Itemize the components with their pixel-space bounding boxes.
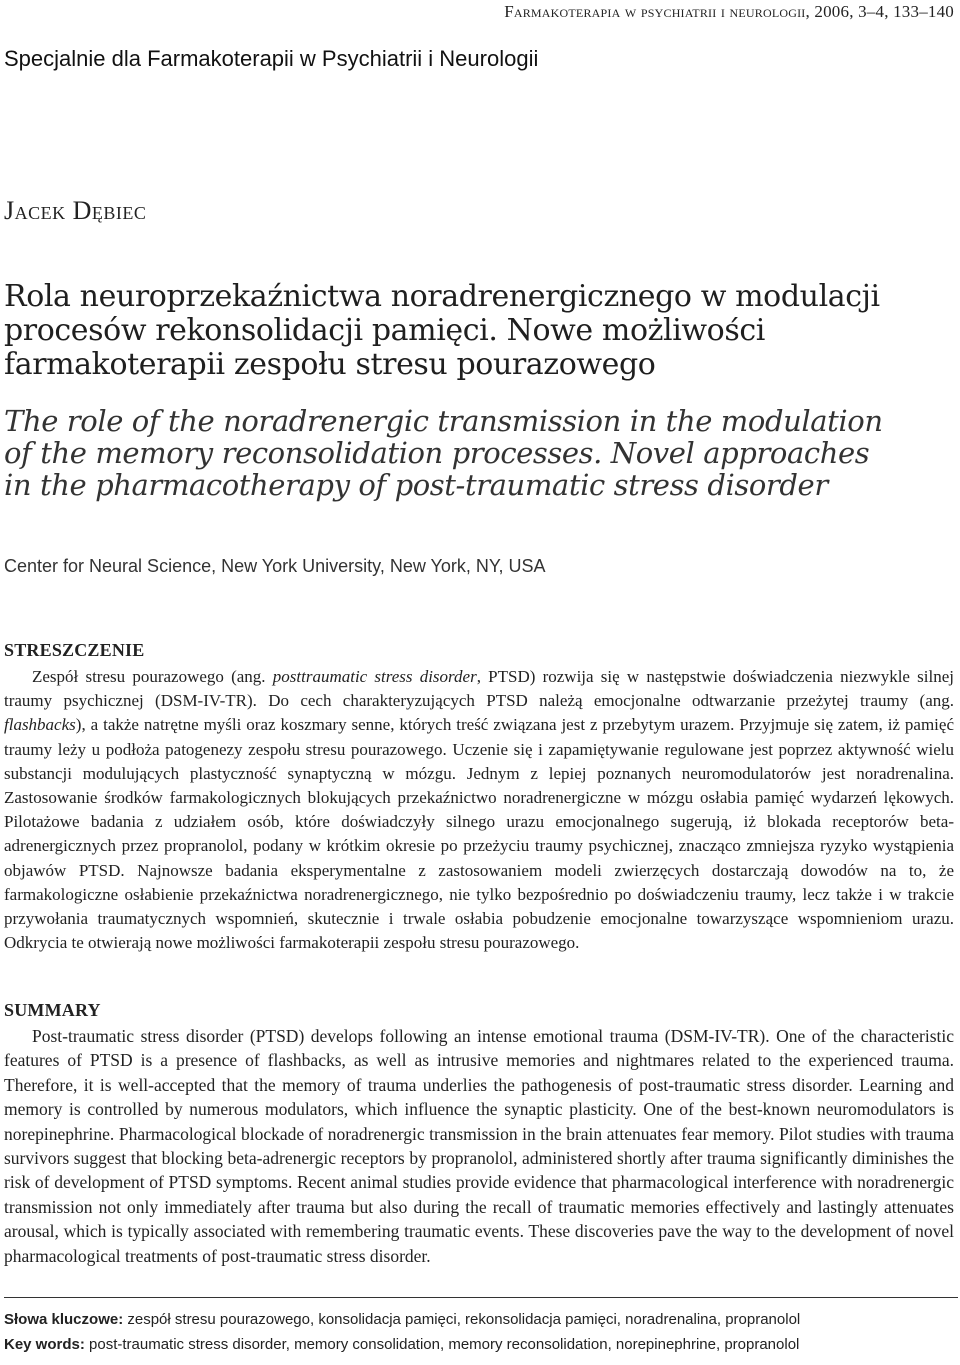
- streszczenie-text-part: ), a także natrętne myśli oraz koszmary senne, których treść związana jest z przebytym urazem. Przyjmuje się zatem, iż pamięć traumy leży u podłoża patogenezy zespołu stresu pourazowego. Uczenie się i zapamiętywanie regulowane jest poprzez aktywność wielu substancji modulujących plastyczność synaptyczną w mózgu. Jednym z lepiej poznanych neuromodulatorów jest noradrenalina. Zastosowanie środków farmakologicznych blokujących przekaźnictwo noradrenergiczne w mózgu osłabia pamięć wydarzeń lękowych. Pilotażowe badania z udziałem osób, które doświadczyły silnego urazu emocjonalnego sugerują, iż blokada receptorów beta-adrenergicznych przez propranolol, podany w krótkim okresie po przeżyciu traumy psychicznej, znacząco zmniejsza ryzyko wystąpienia objawów PTSD. Najnowsze badania eksperymentalne z zastosowaniem modeli zwierzęcych dostarczają dowodów na to, że farmakologiczne osłabienie przekaźnictwa noradrenergicznego, nie tylko bezpośrednio po doświadczeniu traumy, lecz także i w trakcie przywołania traumatycznych wspomnień, skutecznie i trwale osłabia pobudzenie emocjonalne towarzyszące wspomnieniom urazu. Odkrycia te otwierają nowe możliwości farmakoterapii zespołu stresu pourazowego.: [4, 715, 954, 953]
- keywords-english-value: post-traumatic stress disorder, memory consolidation, memory reconsolidation, norepinephrine, propranolol: [84, 1336, 800, 1353]
- special-issue-label: Specjalnie dla Farmakoterapii w Psychiatrii i Neurologii: [4, 46, 539, 71]
- streszczenie-heading: STRESZCZENIE: [4, 640, 145, 660]
- title-english-line: in the pharmacotherapy of post-traumatic stress disorder: [4, 468, 828, 502]
- keywords-polish-label: Słowa kluczowe:: [4, 1311, 124, 1328]
- title-english: [4, 405, 954, 501]
- summary-text: [4, 1024, 954, 1268]
- title-english-line: of the memory reconsolidation processes. Novel approaches: [4, 436, 870, 470]
- streszczenie-text-part: , PTSD) rozwija się w następstwie doświadczenia niezwykle silnej traumy psychicznej (DSM-IV-TR). Do cech charakteryzujących PTSD należą emocjonalne odtwarzanie przeżytej traumy (ang.: [4, 667, 954, 711]
- title-polish-line: Rola neuroprzekaźnictwa noradrenergicznego w modulacji: [4, 279, 880, 314]
- title-polish-line: farmakoterapii zespołu stresu pourazowego: [4, 347, 656, 382]
- title-polish-line: procesów rekonsolidacji pamięci. Nowe możliwości: [4, 313, 765, 348]
- journal-header: Farmakoterapia w psychiatrii i neurologii, 2006, 3–4, 133–140: [504, 2, 954, 21]
- affiliation: Center for Neural Science, New York University, New York, NY, USA: [4, 556, 546, 576]
- streszczenie-italic-term: flashbacks: [4, 715, 76, 735]
- streszczenie-text-part: Zespół stresu pourazowego (ang.: [32, 667, 273, 686]
- title-polish: [4, 280, 954, 382]
- author-name: Jacek Dębiec: [4, 196, 147, 225]
- streszczenie-text: [4, 665, 954, 955]
- summary-text-body: Post-traumatic stress disorder (PTSD) develops following an intense emotional trauma (DSM-IV-TR). One of the characteristic features of PTSD is a presence of flashbacks, as well as intrusive memories and nightmares related to the experienced trauma. Therefore, it is well-accepted that the memory of trauma underlies the pathogenesis of post-traumatic stress disorder. Learning and memory is controlled by numerous modulators, which influence the synaptic plasticity. One of the best-known neuromodulators is norepinephrine. Pharmacological blockade of noradrenergic transmission in the brain attenuates fear memory. Pilot studies with trauma survivors suggest that blocking beta-adrenergic receptors by propranolol, administered shortly after trauma significantly diminishes the risk of development of PTSD symptoms. Recent animal studies provide evidence that pharmacological interference with noradrenergic transmission not only immediately after trauma but also during the recall of traumatic memories effectively and lastingly attenuates arousal, which is typically associated with remembering traumatic events. These discoveries pave the way to the development of novel pharmacological treatments of post-traumatic stress disorder.: [4, 1026, 954, 1266]
- keywords-polish: [4, 1311, 800, 1328]
- keywords-polish-value: zespół stresu pourazowego, konsolidacja pamięci, rekonsolidacja pamięci, noradrenalina, propranolol: [123, 1311, 801, 1328]
- streszczenie-italic-term: posttraumatic stress disorder: [272, 667, 477, 686]
- divider-line: [4, 1297, 958, 1298]
- summary-heading: SUMMARY: [4, 1000, 101, 1020]
- title-english-line: The role of the noradrenergic transmission in the modulation: [4, 404, 883, 438]
- keywords-english-label: Key words:: [4, 1336, 85, 1353]
- keywords-english: [4, 1336, 799, 1353]
